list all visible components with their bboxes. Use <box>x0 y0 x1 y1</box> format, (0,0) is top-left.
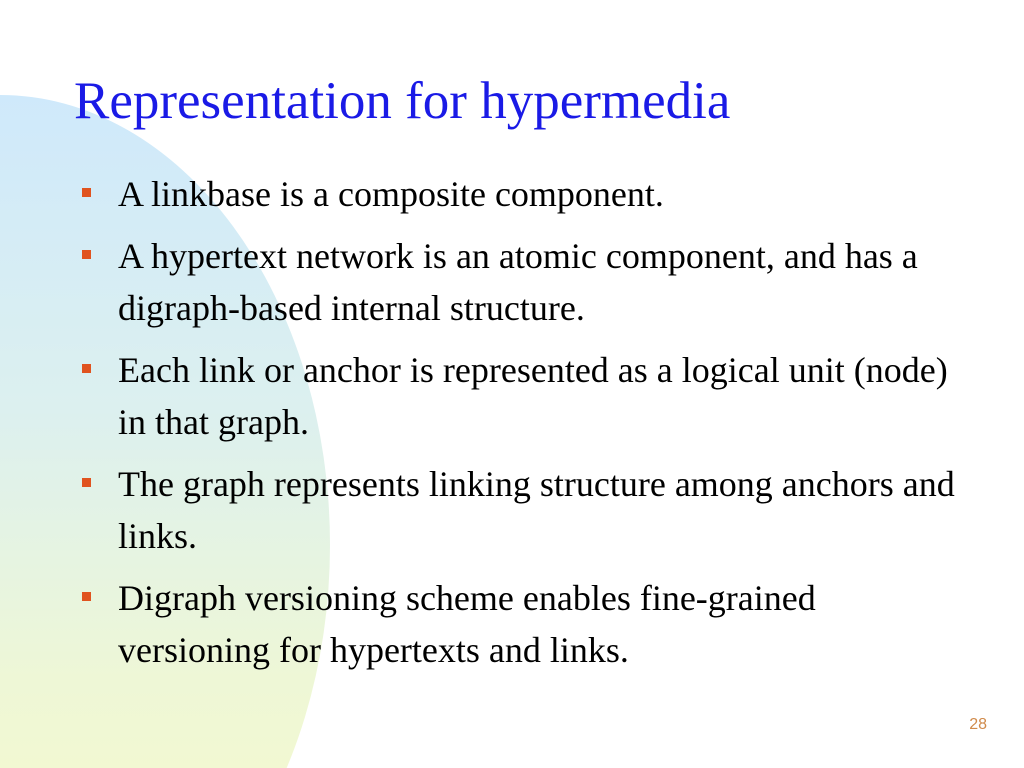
slide-title: Representation for hypermedia <box>74 72 731 130</box>
bullet-text: A hypertext network is an atomic component, and has a digraph-based internal structure. <box>118 236 918 328</box>
square-bullet-icon <box>82 188 91 197</box>
slide-number: 28 <box>969 716 987 733</box>
bullet-text: A linkbase is a composite component. <box>118 174 664 214</box>
square-bullet-icon <box>82 250 91 259</box>
bullet-text: Each link or anchor is represented as a logical unit (node) in that graph. <box>118 350 948 442</box>
square-bullet-icon <box>82 478 91 487</box>
bullet-list <box>82 168 962 686</box>
bullet-item <box>82 458 962 562</box>
bullet-item <box>82 572 962 676</box>
bullet-item <box>82 344 962 448</box>
bullet-text: Digraph versioning scheme enables fine-grained versioning for hypertexts and links. <box>118 578 816 670</box>
square-bullet-icon <box>82 364 91 373</box>
bullet-item <box>82 168 962 220</box>
bullet-text: The graph represents linking structure among anchors and links. <box>118 464 955 556</box>
square-bullet-icon <box>82 592 91 601</box>
bullet-item <box>82 230 962 334</box>
